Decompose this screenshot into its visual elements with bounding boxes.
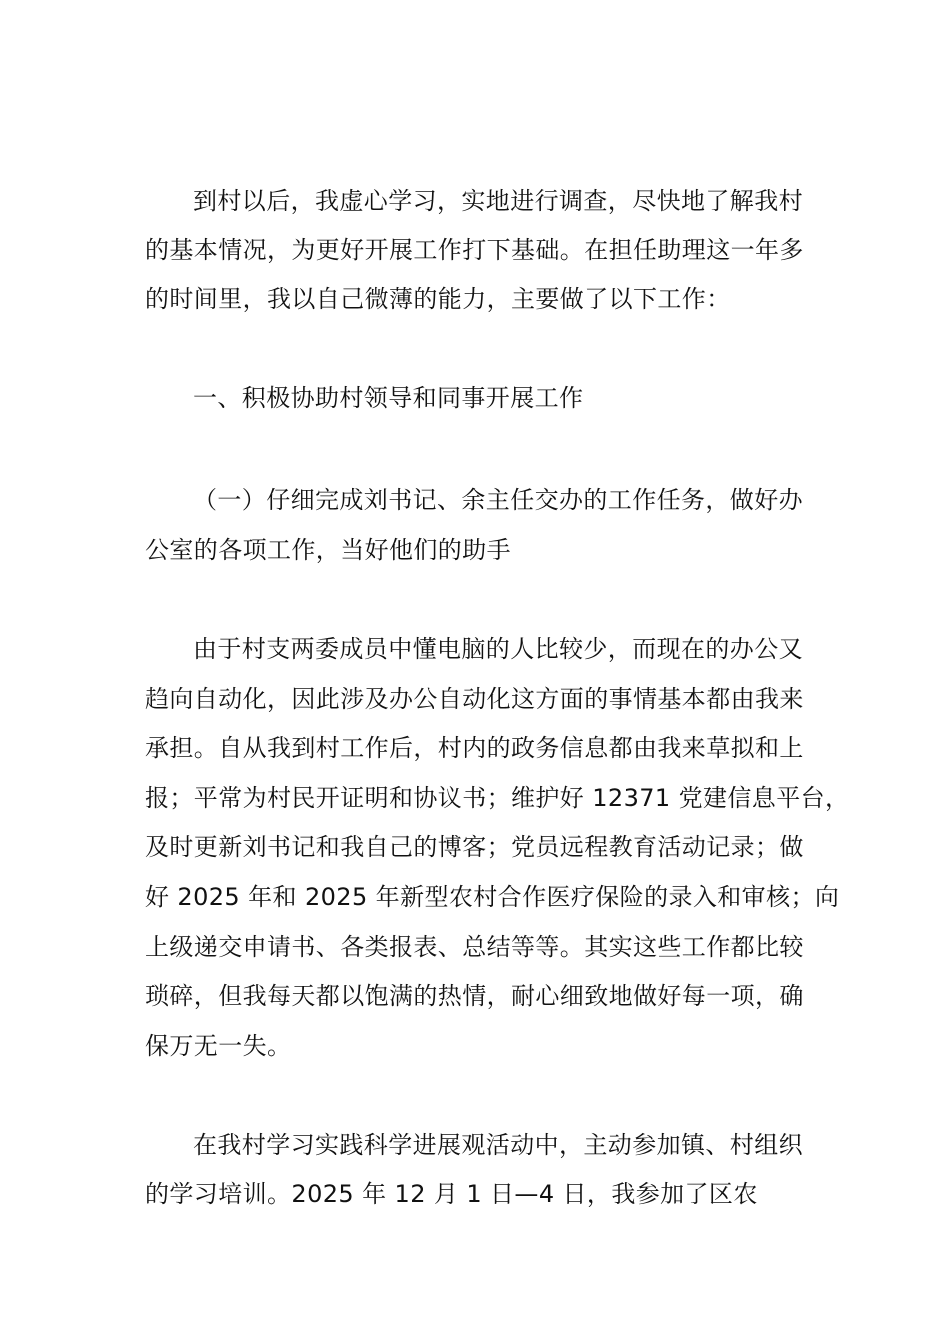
paragraph-2-line-7: 上级递交申请书、各类报表、总结等等。其实这些工作都比较 bbox=[145, 933, 804, 961]
paragraph-2-line-1: 由于村支两委成员中懂电脑的人比较少，而现在的办公又 bbox=[193, 635, 803, 663]
paragraph-2-line-8: 琐碎，但我每天都以饱满的热情，耐心细致地做好每一项，确 bbox=[145, 982, 804, 1010]
section-heading: 一、积极协助村领导和同事开展工作 bbox=[193, 384, 584, 412]
paragraph-2-line-5: 及时更新刘书记和我自己的博客；党员远程教育活动记录；做 bbox=[145, 833, 804, 861]
paragraph-2-line-3: 承担。自从我到村工作后，村内的政务信息都由我来草拟和上 bbox=[145, 734, 804, 762]
paragraph-2-line-2: 趋向自动化，因此涉及办公自动化这方面的事情基本都由我来 bbox=[145, 685, 804, 713]
paragraph-1-line-3: 的时间里，我以自己微薄的能力，主要做了以下工作： bbox=[145, 285, 731, 313]
paragraph-3-line-1: 在我村学习实践科学进展观活动中，主动参加镇、村组织 bbox=[193, 1131, 803, 1159]
paragraph-1-line-2: 的基本情况，为更好开展工作打下基础。在担任助理这一年多 bbox=[145, 236, 804, 264]
paragraph-1-line-1: 到村以后，我虚心学习，实地进行调查，尽快地了解我村 bbox=[193, 187, 803, 215]
paragraph-2-line-9: 保万无一失。 bbox=[145, 1032, 292, 1060]
paragraph-3-line-2: 的学习培训。2025 年 12 月 1 日—4 日，我参加了区农 bbox=[145, 1180, 758, 1208]
paragraph-2-line-6: 好 2025 年和 2025 年新型农村合作医疗保险的录入和审核；向 bbox=[145, 883, 840, 911]
subsection-heading-line-2: 公室的各项工作，当好他们的助手 bbox=[145, 536, 511, 564]
subsection-heading-line-1: （一）仔细完成刘书记、余主任交办的工作任务，做好办 bbox=[193, 486, 803, 514]
paragraph-2-line-4: 报；平常为村民开证明和协议书；维护好 12371 党建信息平台， bbox=[145, 784, 850, 812]
